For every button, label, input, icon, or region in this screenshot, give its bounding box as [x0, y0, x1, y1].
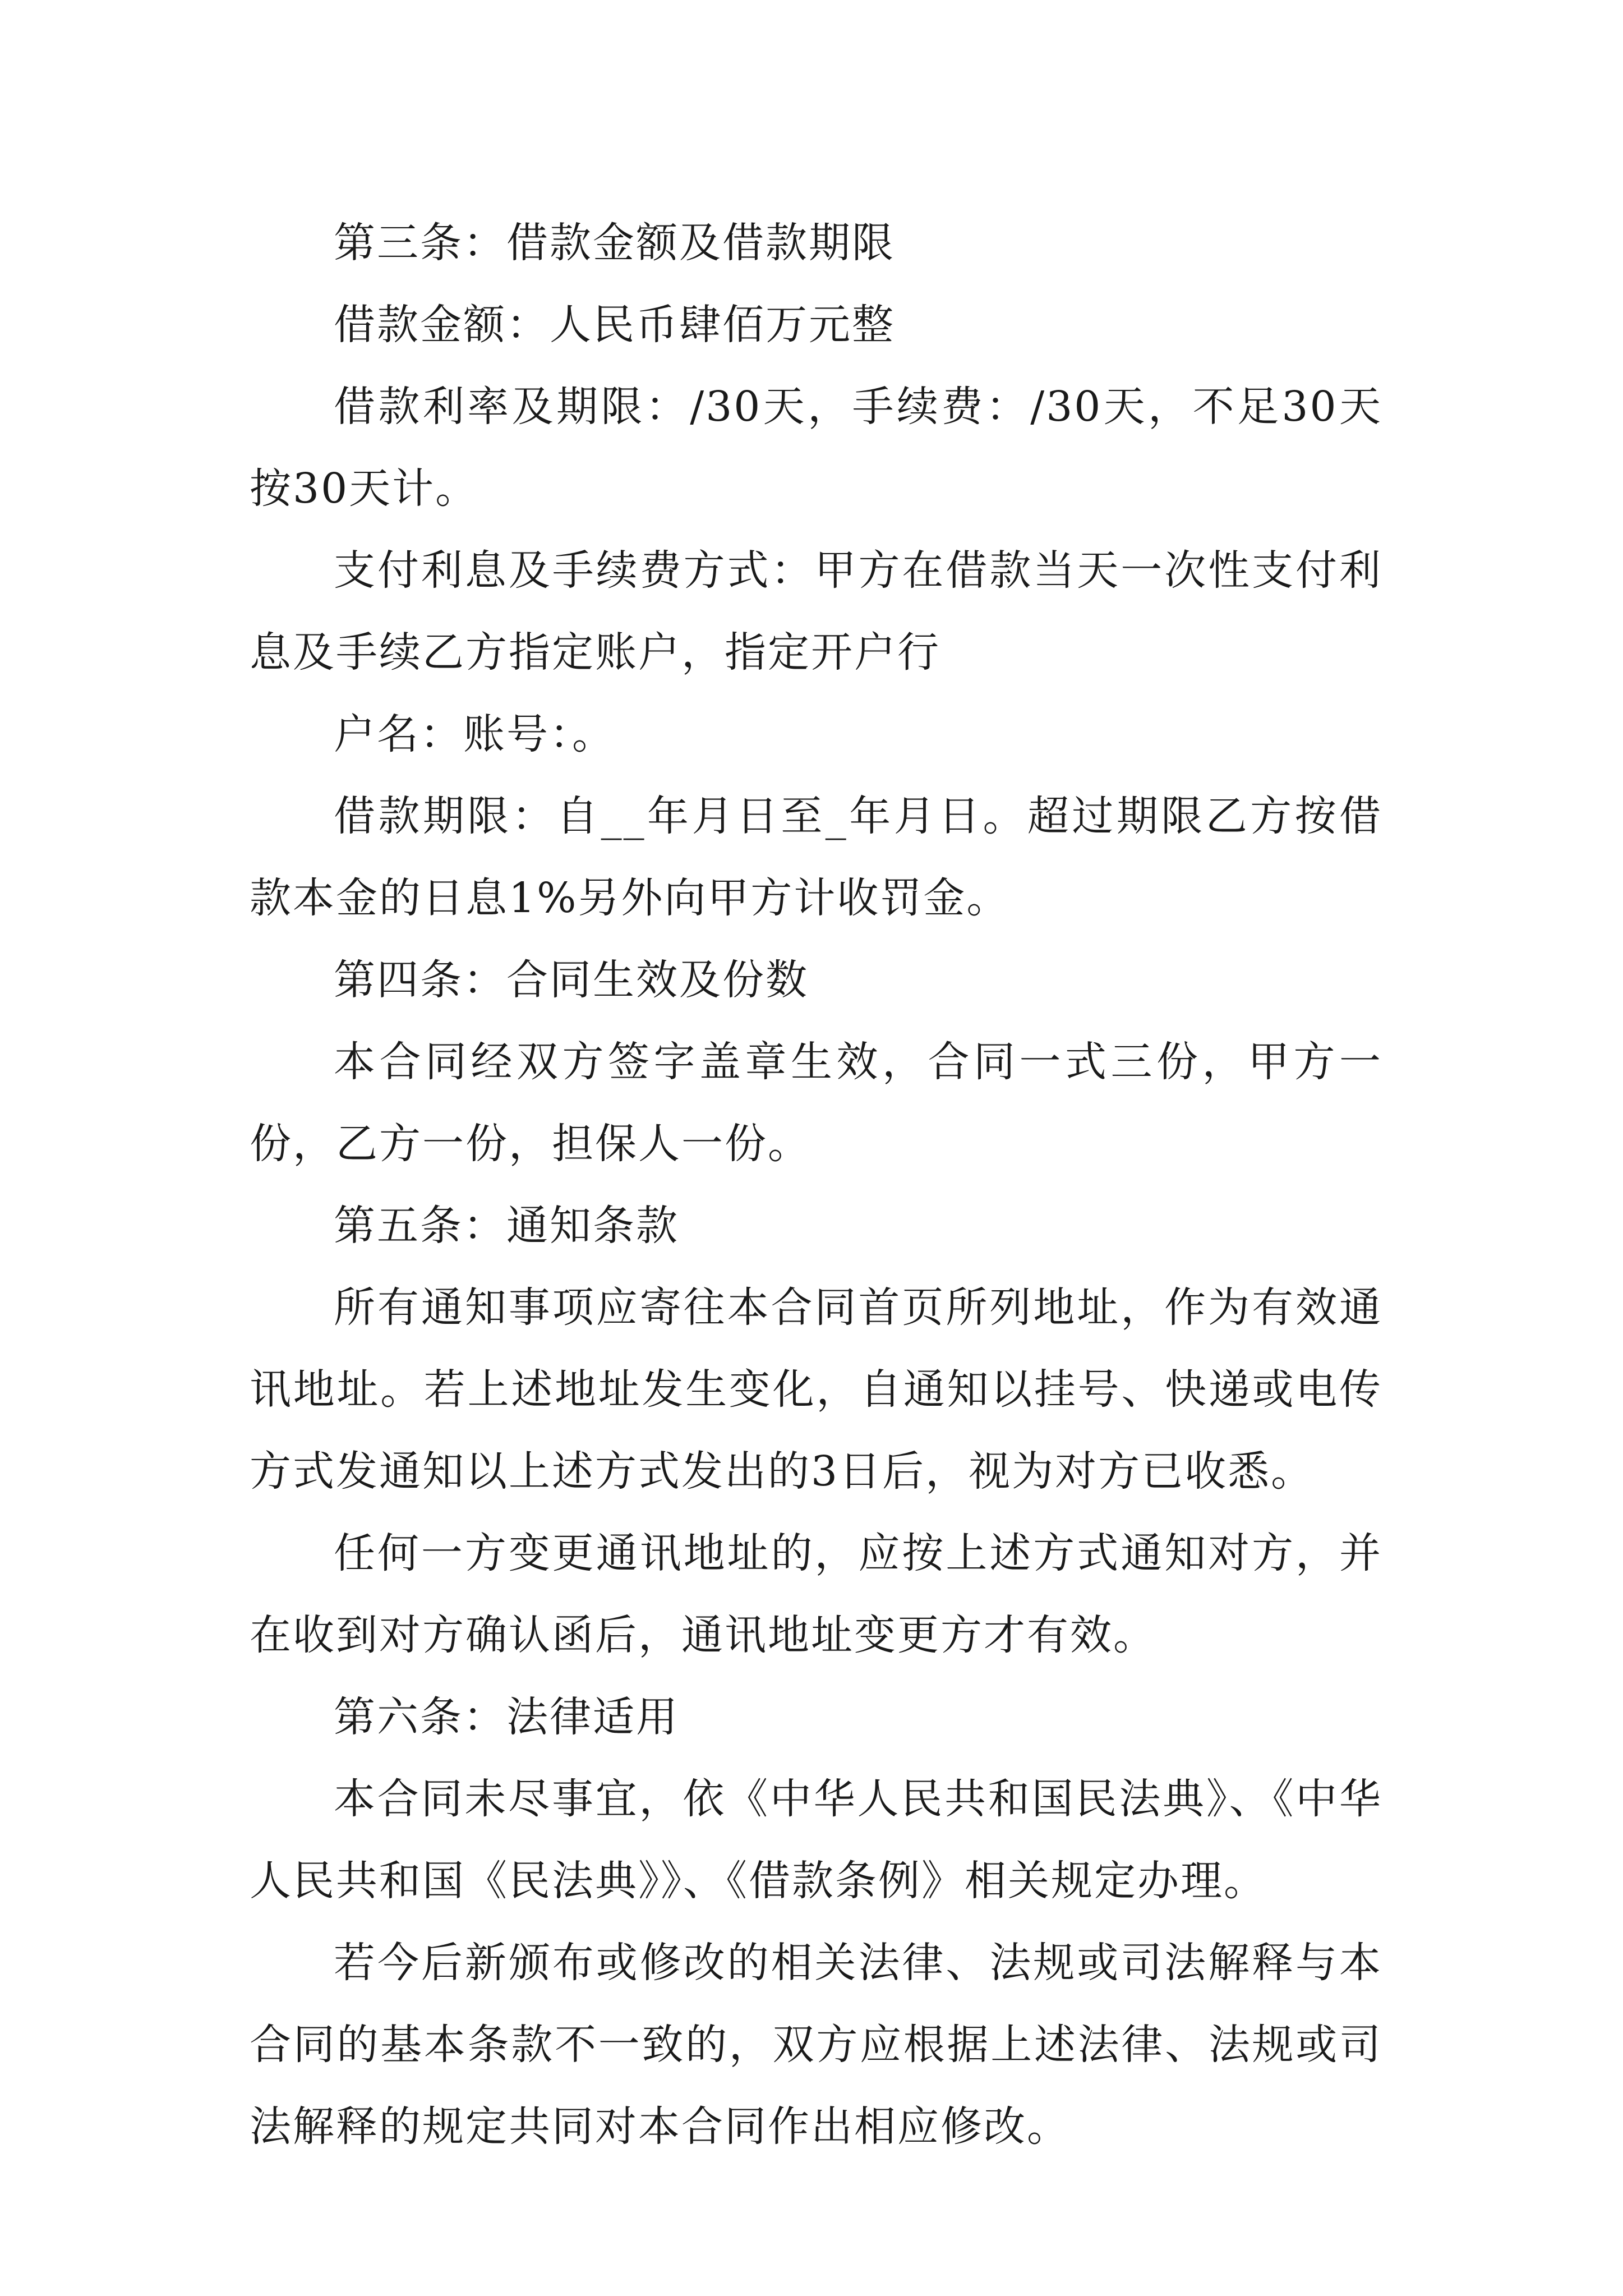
- address-change-clause: 任何一方变更通讯地址的，应按上述方式通知对方，并在收到对方确认函后，通讯地址变更方才有效。: [250, 1529, 1382, 1659]
- article-6-heading: 第六条：法律适用: [334, 1693, 679, 1741]
- payment-method: 支付利息及手续费方式：甲方在借款当天一次性支付利息及手续乙方指定账户，指定开户行: [250, 546, 1382, 677]
- effectiveness-clause: 本合同经双方签字盖章生效，合同一式三份，甲方一份，乙方一份，担保人一份。: [250, 1038, 1382, 1168]
- loan-period: 借款期限：自__年月日至_年月日。超过期限乙方按借款本金的日息1%另外向甲方计收罚金。: [250, 792, 1382, 922]
- contract-body: [250, 202, 1382, 2168]
- article-5-heading: 第五条：通知条款: [334, 1202, 679, 1250]
- article-3-heading: 第三条：借款金额及借款期限: [334, 219, 895, 267]
- account-info: 户名：账号：。: [334, 710, 615, 758]
- loan-amount: 借款金额：人民币肆佰万元整: [334, 301, 895, 349]
- law-amendment-clause: 若今后新颁布或修改的相关法律、法规或司法解释与本合同的基本条款不一致的，双方应根据上述法律、法规或司法解释的规定共同对本合同作出相应修改。: [250, 1939, 1382, 2151]
- article-4-heading: 第四条：合同生效及份数: [334, 956, 809, 1004]
- applicable-law-clause: 本合同未尽事宜，依《中华人民共和国民法典》、《中华人民共和国《民法典》》、《借款条例》相关规定办理。: [250, 1775, 1382, 1905]
- notice-address-clause: 所有通知事项应寄往本合同首页所列地址，作为有效通讯地址。若上述地址发生变化，自通知以挂号、快递或电传方式发通知以上述方式发出的3日后，视为对方已收悉。: [250, 1283, 1382, 1496]
- interest-rate-and-term: 借款利率及期限：/30天，手续费：/30天，不足30天按30天计。: [250, 383, 1382, 513]
